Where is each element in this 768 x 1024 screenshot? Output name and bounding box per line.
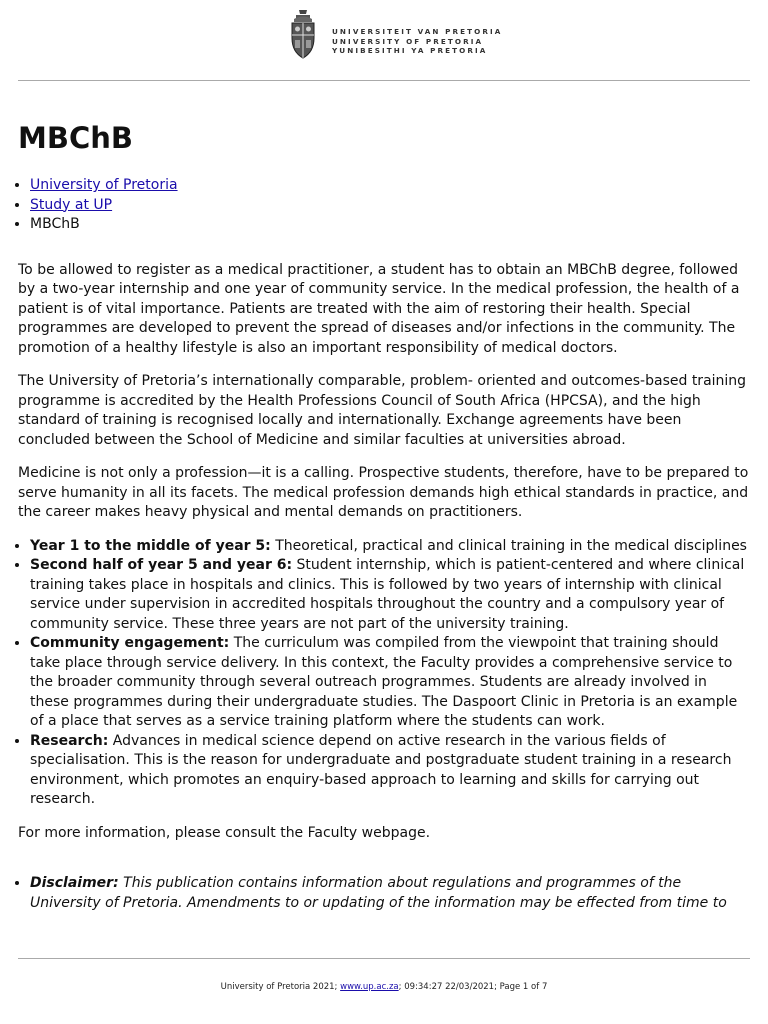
list-item-label: Year 1 to the middle of year 5: — [30, 537, 271, 554]
header-divider — [18, 80, 750, 81]
list-item-text: The curriculum was compiled from the viewpoint that training should take place through service delivery. In this context, the Faculty provides a comprehensive service to the broader community through several outreach programmes. Students are already involved in these programmes during their undergraduate studies. The Daspoort Clinic in Pretoria is an example of a place that serves as a service training platform where the students can work. — [30, 635, 738, 729]
list-item-label: Second half of year 5 and year 6: — [30, 557, 293, 573]
university-name-afrikaans: UNIVERSITEIT VAN PRETORIA — [332, 27, 503, 36]
list-item-text: Student internship, which is patient-centered and where clinical training takes place in hospitals and clinics. This is followed by two years of internship with clinical service under supervision in accredited hospitals throughout the country and a compulsory year of community service. These three years are not part of the university training. — [30, 557, 745, 632]
breadcrumb-item — [30, 196, 750, 216]
footer-website-link[interactable]: www.up.ac.za — [340, 982, 399, 992]
footer-suffix: ; 09:34:27 22/03/2021; Page 1 of 7 — [398, 982, 548, 992]
list-item-label: Research: — [30, 732, 109, 749]
calling-paragraph: Medicine is not only a profession—it is a calling. Prospective students, therefore, have to be prepared to serve humanity in all its facets. The medical profession demands high ethical standards in practice, and the career makes heavy physical and mental demands on practitioners. — [18, 465, 749, 520]
breadcrumb-item — [30, 176, 750, 196]
list-item — [30, 634, 750, 732]
disclaimer-label: Disclaimer: — [30, 875, 119, 891]
university-name-english: UNIVERSITY OF PRETORIA — [332, 36, 484, 46]
list-item — [30, 537, 750, 557]
more-info-text: For more information, please consult the Faculty webpage. — [18, 824, 431, 841]
intro-paragraph: To be allowed to register as a medical practitioner, a student has to obtain an MBChB degree, followed by a two-year internship and one year of community service. In the medical profession, the health of a patient is of vital importance. Patients are treated with the aim of restoring their health. Special programmes are developed to prevent the spread of diseases and/or infections in the community. The promotion of a healthy lifestyle is also an important responsibility of medical doctors. — [18, 261, 740, 356]
page-footer — [0, 982, 768, 992]
list-item — [30, 556, 750, 634]
breadcrumb — [18, 176, 750, 235]
footer-divider — [18, 958, 750, 959]
breadcrumb-link-study[interactable]: Study at UP — [30, 196, 113, 213]
main-content — [18, 118, 750, 913]
page-title: MBChB — [18, 121, 133, 155]
disclaimer-list — [18, 873, 750, 913]
breadcrumb-link-university[interactable]: University of Pretoria — [30, 177, 178, 193]
list-item-label: Community engagement: — [30, 635, 230, 651]
disclaimer-item — [30, 873, 750, 913]
university-name-block — [332, 27, 502, 56]
accreditation-paragraph: The University of Pretoria’s internationally comparable, problem- oriented and outcomes-based training programme is accredited by the Health Professions Council of South Africa (HPCSA), and the high standard of training is recognised locally and internationally. Exchange agreements have been concluded between the School of Medicine and similar faculties at universities abroad. — [18, 373, 747, 448]
list-item — [30, 732, 750, 810]
breadcrumb-current: • MBChB — [30, 215, 750, 235]
crest-icon — [286, 8, 320, 60]
disclaimer-text: This publication contains information about regulations and programmes of the University of Pretoria. Amendments to or updating of the information may be effected from time to — [30, 875, 727, 911]
list-item-text: Theoretical, practical and clinical training in the medical disciplines — [270, 537, 747, 554]
list-item-text: Advances in medical science depend on active research in the various fields of specialisation. This is the reason for undergraduate and postgraduate student training in a research environment, which promotes an enquiry-based approach to learning and skills for carrying out research. — [30, 732, 732, 807]
footer-prefix: University of Pretoria 2021; — [220, 982, 341, 992]
university-logo[interactable] — [286, 8, 502, 60]
university-name-sepedi: YUNIBESITHI YA PRETORIA — [332, 46, 488, 56]
page-header — [0, 0, 768, 80]
programme-structure-list — [18, 537, 750, 810]
